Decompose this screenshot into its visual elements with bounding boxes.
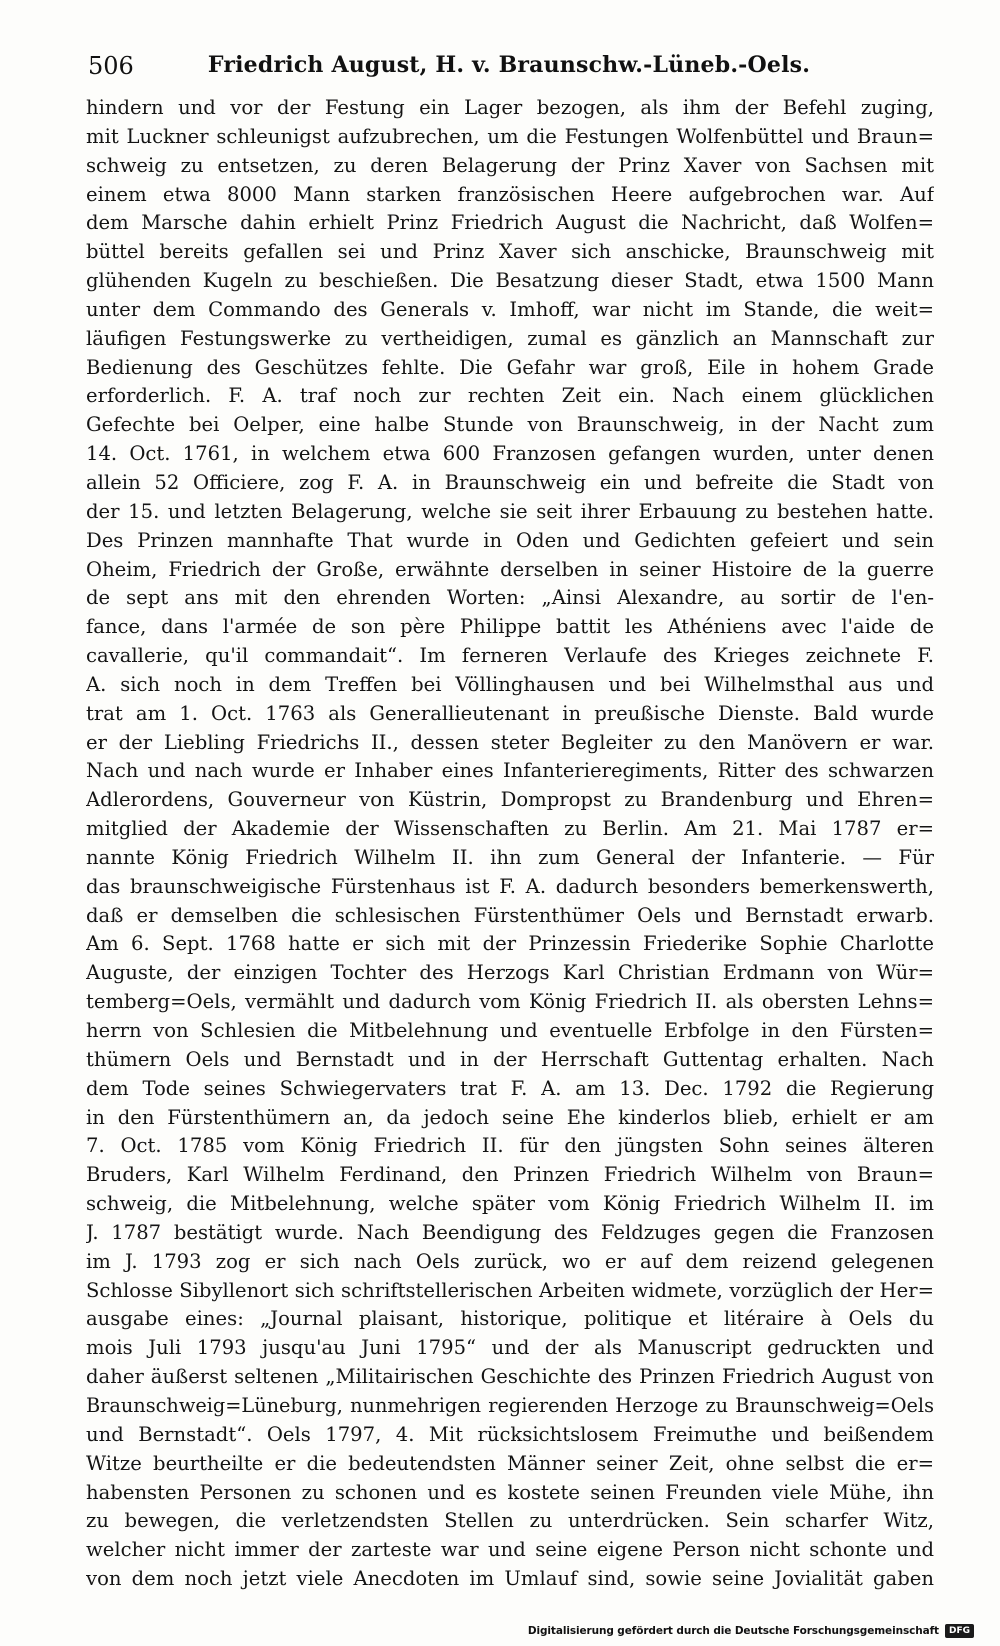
- text-line: im J. 1793 zog er sich nach Oels zurück, wo er auf dem reizend gelegenen: [86, 1249, 934, 1273]
- running-title: Friedrich August, H. v. Braunschw.-Lüneb.-Oels.: [207, 52, 811, 78]
- text-line: Gefechte bei Oelper, eine halbe Stunde von Braunschweig, in der Nacht zum: [86, 413, 934, 437]
- text-line: trat am 1. Oct. 1763 als Generallieutenant in preußische Dienste. Bald wurde: [86, 701, 934, 725]
- text-line: J. 1787 bestätigt wurde. Nach Beendigung des Feldzuges gegen die Franzosen: [86, 1220, 934, 1244]
- text-line: schweig, die Mitbelehnung, welche später vom König Friedrich Wilhelm II. im: [86, 1192, 934, 1216]
- text-line: de sept ans mit den ehrenden Worten: „Ainsi Alexandre, au sortir de l'en-: [86, 586, 934, 610]
- page-header: [88, 52, 930, 82]
- text-line: allein 52 Officiere, zog F. A. in Braunschweig ein und befreite die Stadt von: [86, 470, 934, 494]
- text-line: er der Liebling Friedrichs II., dessen steter Begleiter zu den Manövern er war.: [86, 730, 934, 754]
- text-line: temberg=Oels, vermählt und dadurch vom König Friedrich II. als obersten Lehns=: [86, 990, 934, 1014]
- text-line: das braunschweigische Fürstenhaus ist F. A. dadurch besonders bemerkenswerth,: [86, 874, 934, 898]
- text-line: zu bewegen, die verletzendsten Stellen zu unterdrücken. Sein scharfer Witz,: [86, 1509, 934, 1533]
- body-text: [86, 94, 934, 1594]
- text-line: Des Prinzen mannhafte That wurde in Oden und Gedichten gefeiert und sein: [86, 528, 934, 552]
- text-line: von dem noch jetzt viele Anecdoten im Umlauf sind, sowie seine Jovialität gaben: [86, 1567, 934, 1591]
- text-line: dem Marsche dahin erhielt Prinz Friedrich August die Nachricht, daß Wolfen=: [86, 211, 934, 235]
- text-line: Adlerordens, Gouverneur von Küstrin, Dompropst zu Brandenburg und Ehren=: [86, 788, 934, 812]
- text-line: glühenden Kugeln zu beschießen. Die Besatzung dieser Stadt, etwa 1500 Mann: [86, 269, 934, 293]
- text-line: herrn von Schlesien die Mitbelehnung und eventuelle Erbfolge in den Fürsten=: [86, 1019, 934, 1042]
- text-line: cavallerie, qu'il commandait“. Im ferneren Verlaufe des Krieges zeichnete F.: [86, 644, 934, 668]
- text-line: nannte König Friedrich Wilhelm II. ihn zum General der Infanterie. — Für: [86, 845, 934, 869]
- text-line: mitglied der Akademie der Wissenschaften zu Berlin. Am 21. Mai 1787 er=: [86, 817, 934, 841]
- text-line: habensten Personen zu schonen und es kostete seinen Freunden viele Mühe, ihn: [86, 1480, 934, 1504]
- text-line: hindern und vor der Festung ein Lager bezogen, als ihm der Befehl zuging,: [86, 96, 934, 119]
- text-line: daher äußerst seltenen „Militairischen Geschichte des Prinzen Friedrich August von: [86, 1365, 934, 1389]
- text-line: thümern Oels und Bernstadt und in der Herrschaft Guttentag erhalten. Nach: [86, 1047, 934, 1071]
- text-line: fance, dans l'armée de son père Philippe battit les Athéniens avec l'aide de: [86, 615, 934, 639]
- text-line: 7. Oct. 1785 vom König Friedrich II. für den jüngsten Sohn seines älteren: [86, 1134, 934, 1158]
- text-line: und Bernstadt“. Oels 1797, 4. Mit rücksichtslosem Freimuthe und beißendem: [86, 1422, 934, 1446]
- text-line: schweig zu entsetzen, zu deren Belagerung der Prinz Xaver von Sachsen mit: [86, 153, 934, 177]
- text-line: Bruders, Karl Wilhelm Ferdinand, den Prinzen Friedrich Wilhelm von Braun=: [86, 1163, 934, 1187]
- text-line: mois Juli 1793 jusqu'au Juni 1795“ und der als Manuscript gedruckten und: [86, 1336, 934, 1360]
- text-line: 14. Oct. 1761, in welchem etwa 600 Franzosen gefangen wurden, unter denen: [86, 442, 934, 466]
- text-line: Braunschweig=Lüneburg, nunmehrigen regierenden Herzoge zu Braunschweig=Oels: [86, 1393, 934, 1417]
- text-line: büttel bereits gefallen sei und Prinz Xaver sich anschicke, Braunschweig mit: [86, 240, 934, 264]
- funding-credit: Digitalisierung gefördert durch die Deutsche Forschungsgemeinschaft: [527, 1625, 939, 1637]
- text-line: erforderlich. F. A. traf noch zur rechten Zeit ein. Nach einem glücklichen: [86, 384, 934, 408]
- text-line: ausgabe eines: „Journal plaisant, historique, politique et litéraire à Oels du: [86, 1307, 934, 1331]
- dfg-logo: DFG: [945, 1624, 974, 1638]
- text-line: mit Luckner schleunigst aufzubrechen, um die Festungen Wolfenbüttel und Braun=: [86, 124, 934, 148]
- text-line: Bedienung des Geschützes fehlte. Die Gefahr war groß, Eile in hohem Grade: [86, 355, 934, 379]
- text-line: welcher nicht immer der zarteste war und seine eigene Person nicht schonte und: [86, 1538, 934, 1562]
- text-line: daß er demselben die schlesischen Fürstenthümer Oels und Bernstadt erwarb.: [86, 903, 934, 927]
- footer-credit: [528, 1620, 974, 1642]
- text-line: in den Fürstenthümern an, da jedoch seine Ehe kinderlos blieb, erhielt er am: [86, 1105, 934, 1129]
- text-line: läufigen Festungswerke zu vertheidigen, zumal es gänzlich an Mannschaft zur: [86, 326, 934, 350]
- page-number: 506: [88, 52, 134, 80]
- text-line: Auguste, der einzigen Tochter des Herzogs Karl Christian Erdmann von Wür=: [86, 961, 934, 985]
- text-line: der 15. und letzten Belagerung, welche sie seit ihrer Erbauung zu bestehen hatte.: [86, 499, 934, 523]
- text-line: Witze beurtheilte er die bedeutendsten Männer seiner Zeit, ohne selbst die er=: [86, 1451, 934, 1475]
- text-line: unter dem Commando des Generals v. Imhoff, war nicht im Stande, die weit=: [86, 297, 934, 321]
- text-line: Oheim, Friedrich der Große, erwähnte derselben in seiner Histoire de la guerre: [86, 557, 934, 581]
- text-line: dem Tode seines Schwiegervaters trat F. A. am 13. Dec. 1792 die Regierung: [86, 1076, 934, 1100]
- text-line: A. sich noch in dem Treffen bei Völlinghausen und bei Wilhelmsthal aus und: [86, 672, 934, 696]
- text-line: einem etwa 8000 Mann starken französischen Heere aufgebrochen war. Auf: [86, 182, 934, 206]
- text-line: Schlosse Sibyllenort sich schriftstellerischen Arbeiten widmete, vorzüglich der Her=: [86, 1278, 934, 1302]
- text-line: Am 6. Sept. 1768 hatte er sich mit der Prinzessin Friederike Sophie Charlotte: [86, 932, 934, 956]
- text-line: Nach und nach wurde er Inhaber eines Infanterieregiments, Ritter des schwarzen: [86, 759, 934, 783]
